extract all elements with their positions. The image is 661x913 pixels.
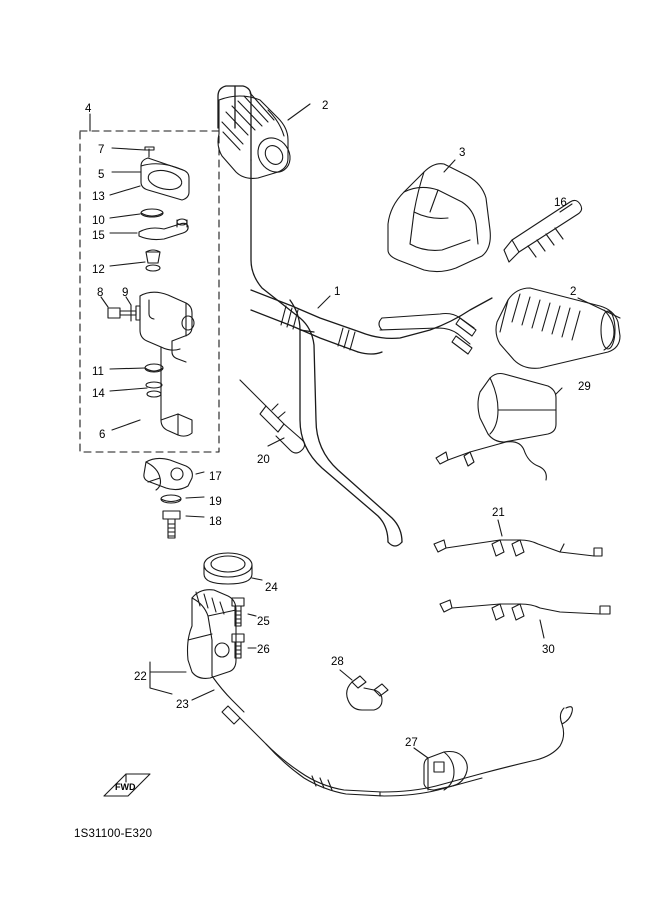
- cable-clip-28: [347, 676, 388, 710]
- callout-9: 9: [122, 287, 129, 299]
- callout-22: 22: [134, 671, 147, 683]
- clamp-washer: [161, 495, 181, 503]
- callout-20: 20: [257, 454, 270, 466]
- callout-30: 30: [542, 644, 555, 656]
- callout-6: 6: [99, 429, 106, 441]
- handlebar-knurl-marks: [281, 306, 355, 350]
- callout-13: 13: [92, 191, 105, 203]
- throttle-cable-upper: [379, 314, 476, 355]
- fwd-label: FWD: [115, 782, 136, 792]
- brake-lever-assembly: [388, 164, 490, 272]
- callout-8: 8: [97, 287, 104, 299]
- cap-24: [204, 553, 252, 584]
- diaphragm-and-washers: [139, 209, 188, 271]
- callout-7: 7: [98, 144, 105, 156]
- callout-15: 15: [92, 230, 105, 242]
- throttle-bolt-26: [232, 634, 244, 658]
- callout-21: 21: [492, 507, 505, 519]
- callout-24: 24: [265, 582, 278, 594]
- cable-21: [434, 540, 602, 556]
- callout-5: 5: [98, 169, 105, 181]
- callout-11: 11: [92, 366, 104, 378]
- handlebar-clamp: [144, 458, 193, 490]
- master-cylinder-cap: [141, 147, 189, 200]
- piston-kit: [145, 364, 163, 397]
- callout-27: 27: [405, 737, 418, 749]
- handlebar-tube: [218, 86, 402, 546]
- callout-14: 14: [92, 388, 105, 400]
- banjo-bolt-and-washer: [108, 305, 140, 321]
- callout-2b: 2: [570, 286, 577, 298]
- clamp-bolt: [163, 511, 180, 538]
- callout-12: 12: [92, 264, 105, 276]
- rubber-cover: [478, 374, 556, 443]
- cable-tie: [504, 197, 582, 262]
- callout-28: 28: [331, 656, 344, 668]
- callout-25: 25: [257, 616, 270, 628]
- callout-3: 3: [459, 147, 466, 159]
- callout-2a: 2: [322, 100, 329, 112]
- right-grip: [496, 288, 620, 368]
- callout-26: 26: [257, 644, 270, 656]
- callout-16: 16: [554, 197, 567, 209]
- callout-1: 1: [334, 286, 341, 298]
- callout-17: 17: [209, 471, 222, 483]
- clutch-cable-20: [240, 380, 305, 453]
- callout-4: 4: [85, 103, 92, 115]
- part-number-code: 1S31100-E320: [74, 828, 153, 840]
- callout-18: 18: [209, 516, 222, 528]
- throttle-cable-23: [212, 676, 572, 796]
- callout-10: 10: [92, 215, 105, 227]
- callout-29: 29: [578, 381, 591, 393]
- master-cylinder-body: [140, 292, 194, 436]
- throttle-housing: [188, 590, 237, 679]
- callout-23: 23: [176, 699, 189, 711]
- cable-assembly-mid: [436, 442, 546, 480]
- left-grip: [218, 93, 297, 178]
- callout-19: 19: [209, 496, 222, 508]
- cable-30: [440, 600, 610, 620]
